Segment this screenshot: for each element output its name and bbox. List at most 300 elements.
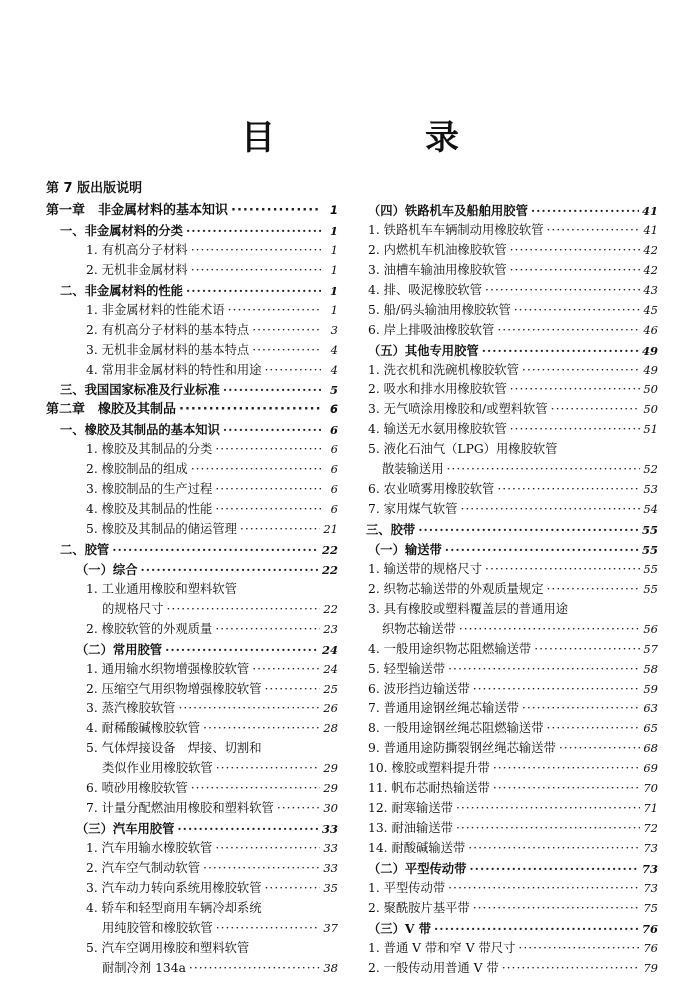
toc-entry[interactable] xyxy=(366,640,658,660)
toc-leader-dots xyxy=(493,779,641,798)
toc-leader-dots xyxy=(502,959,641,978)
toc-page-number: 52 xyxy=(643,462,658,477)
toc-leader-dots xyxy=(216,919,321,938)
toc-page-number: 6 xyxy=(330,442,338,457)
toc-leader-dots xyxy=(473,899,641,918)
toc-leader-dots xyxy=(215,480,321,499)
toc-entry-label: 4. 橡胶及其制品的性能 xyxy=(86,502,213,517)
toc-entry[interactable] xyxy=(46,281,338,301)
toc-entry[interactable] xyxy=(366,221,658,241)
toc-entry-label: 1. 橡胶及其制品的分类 xyxy=(86,442,213,457)
toc-leader-dots xyxy=(485,281,640,300)
toc-leader-dots xyxy=(189,959,320,978)
toc-page-number: 6 xyxy=(330,482,338,497)
toc-leader-dots xyxy=(191,261,321,280)
toc-page-number: 21 xyxy=(323,522,338,536)
toc-page-number: 76 xyxy=(641,921,658,936)
toc-entry[interactable] xyxy=(46,440,338,460)
toc-page-number: 24 xyxy=(323,661,338,676)
toc-leader-dots xyxy=(191,460,321,479)
toc-entry-label: 5. 汽车空调用橡胶和塑料软管 xyxy=(86,940,250,955)
toc-page-number: 55 xyxy=(641,542,658,557)
toc-page-number: 4 xyxy=(330,362,338,377)
toc-page-number: 41 xyxy=(641,204,658,218)
toc-entry-label: 4. 常用非金属材料的特性和用途 xyxy=(86,362,262,377)
toc-page-number: 23 xyxy=(323,621,338,636)
toc-entry-label: 2. 织物芯输送带的外观质量规定 xyxy=(368,581,544,596)
toc-entry-label: 3. 橡胶制品的生产过程 xyxy=(86,482,213,497)
toc-page-number: 29 xyxy=(323,781,338,796)
toc-leader-dots xyxy=(112,540,319,559)
toc-leader-dots xyxy=(518,939,640,958)
toc-entry-label: （一）综合 xyxy=(76,561,138,577)
toc-entry[interactable] xyxy=(46,739,338,759)
toc-page-number: 22 xyxy=(323,601,338,616)
toc-leader-dots xyxy=(191,779,321,798)
toc-leader-dots xyxy=(191,241,321,260)
toc-leader-dots xyxy=(228,301,321,320)
toc-entry-label: 2. 内燃机车机油橡胶软管 xyxy=(368,242,507,257)
toc-entry[interactable] xyxy=(366,520,658,540)
toc-leader-dots xyxy=(186,221,321,240)
toc-leader-dots xyxy=(141,560,319,579)
toc-page-number: 49 xyxy=(643,362,658,377)
toc-entry-label: 2. 橡胶软管的外观质量 xyxy=(86,621,213,636)
toc-leader-dots xyxy=(215,440,321,459)
toc-page-number: 54 xyxy=(643,502,658,517)
toc-entry-label: 5. 液化石油气（LPG）用橡胶软管 xyxy=(368,442,558,457)
toc-entry[interactable] xyxy=(366,959,658,979)
toc-entry-label: 3. 无机非金属材料的基本特点 xyxy=(86,342,250,357)
toc-leader-dots xyxy=(468,839,640,858)
toc-entry[interactable] xyxy=(46,899,338,919)
toc-entry[interactable] xyxy=(366,839,658,859)
toc-entry[interactable] xyxy=(366,341,658,361)
toc-entry[interactable] xyxy=(46,341,338,361)
toc-entry-label: 二、胶管 xyxy=(60,541,110,557)
toc-entry-label: 类似作业用橡胶软管 xyxy=(102,761,213,776)
toc-leader-dots xyxy=(497,321,640,340)
toc-leader-dots xyxy=(473,680,641,699)
toc-page-number: 1 xyxy=(330,242,338,257)
preface-entry[interactable]: 第 7 版出版说明 xyxy=(46,181,143,196)
toc-leader-dots xyxy=(231,201,321,220)
toc-page-number: 55 xyxy=(643,581,658,596)
toc-entry[interactable] xyxy=(366,899,658,919)
toc-leader-dots xyxy=(215,620,320,639)
toc-entry[interactable] xyxy=(46,560,338,580)
toc-entry[interactable] xyxy=(46,879,338,899)
toc-leader-dots xyxy=(510,261,641,280)
toc-entry[interactable] xyxy=(366,660,658,680)
toc-leader-dots xyxy=(497,480,640,499)
toc-page-number: 6 xyxy=(329,402,338,417)
toc-page-number: 1 xyxy=(330,262,338,277)
toc-entry[interactable] xyxy=(46,321,338,341)
toc-entry-label: 2. 汽车空气制动软管 xyxy=(86,860,201,875)
toc-leader-dots xyxy=(252,660,320,679)
toc-entry[interactable] xyxy=(46,759,338,779)
toc-entry-label: （三）汽车用胶管 xyxy=(76,821,175,837)
page-title: 目 录 xyxy=(241,118,517,158)
toc-page-number: 28 xyxy=(323,721,338,736)
toc-leader-dots xyxy=(434,919,639,938)
toc-page-number: 59 xyxy=(643,681,658,696)
toc-entry[interactable] xyxy=(46,819,338,839)
toc-entry-label: （二）平型传动带 xyxy=(368,860,467,876)
toc-entry[interactable] xyxy=(46,939,338,959)
toc-leader-dots xyxy=(240,520,320,539)
toc-entry-label: 2. 橡胶制品的组成 xyxy=(86,462,188,477)
toc-entry-label: 2. 吸水和排水用橡胶软管 xyxy=(368,382,507,397)
toc-entry[interactable] xyxy=(46,400,338,420)
toc-leader-dots xyxy=(203,859,320,878)
toc-entry[interactable] xyxy=(46,201,338,221)
toc-entry[interactable] xyxy=(366,281,658,301)
toc-page-number: 33 xyxy=(321,822,338,837)
toc-entry[interactable] xyxy=(366,739,658,759)
toc-entry[interactable] xyxy=(46,620,338,640)
toc-entry[interactable] xyxy=(46,380,338,400)
toc-entry[interactable] xyxy=(46,919,338,939)
toc-page-number: 57 xyxy=(643,641,658,656)
toc-leader-dots xyxy=(265,680,321,699)
toc-page-number: 37 xyxy=(323,920,338,935)
toc-page-number: 53 xyxy=(643,482,658,497)
toc-page-number: 1 xyxy=(329,223,338,238)
toc-entry[interactable] xyxy=(46,420,338,440)
toc-page-number: 6 xyxy=(329,423,338,438)
toc-leader-dots xyxy=(167,600,321,619)
toc-leader-dots xyxy=(265,361,321,380)
toc-entry-label: 用纯胶管和橡胶软管 xyxy=(102,920,213,935)
toc-entry[interactable] xyxy=(366,819,658,839)
toc-page-number: 56 xyxy=(643,621,658,636)
toc-leader-dots xyxy=(203,719,320,738)
toc-entry-label: 一、非金属材料的分类 xyxy=(60,222,183,238)
toc-page-number: 75 xyxy=(643,900,658,915)
toc-entry[interactable] xyxy=(366,261,658,281)
toc-entry[interactable] xyxy=(46,600,338,620)
toc-page-number: 4 xyxy=(330,342,338,357)
toc-page-number: 63 xyxy=(643,701,658,716)
toc-page-number: 58 xyxy=(643,661,658,676)
toc-entry-label: 第一章 非金属材料的基本知识 xyxy=(46,203,229,218)
toc-entry-label: 13. 耐油输送带 xyxy=(368,821,453,836)
toc-entry-label: 三、胶带 xyxy=(366,522,416,537)
toc-leader-dots xyxy=(178,699,320,718)
toc-entry[interactable] xyxy=(46,660,338,680)
toc-entry-label: 3. 具有橡胶或塑料覆盖层的普通用途 xyxy=(368,601,569,616)
toc-entry-label: 第二章 橡胶及其制品 xyxy=(46,402,177,418)
toc-leader-dots xyxy=(223,420,321,439)
toc-entry[interactable] xyxy=(46,680,338,700)
toc-page-number: 71 xyxy=(643,801,658,816)
toc-entry[interactable] xyxy=(46,221,338,241)
toc-leader-dots xyxy=(215,839,320,858)
toc-page-number: 55 xyxy=(643,561,658,576)
toc-entry[interactable] xyxy=(366,540,658,560)
toc-page-number: 69 xyxy=(643,761,658,776)
toc-leader-dots xyxy=(510,420,641,439)
toc-leader-dots xyxy=(456,819,640,838)
toc-page-number: 73 xyxy=(643,841,658,855)
toc-leader-dots xyxy=(277,799,321,818)
toc-leader-dots xyxy=(493,759,641,778)
toc-page-number: 76 xyxy=(643,940,658,955)
toc-entry[interactable] xyxy=(366,699,658,719)
toc-entry[interactable] xyxy=(366,420,658,440)
toc-leader-dots xyxy=(485,560,640,579)
toc-page-number: 35 xyxy=(323,880,338,895)
toc-page-number: 50 xyxy=(643,382,658,397)
toc-entry[interactable] xyxy=(366,460,658,480)
toc-entry[interactable] xyxy=(46,839,338,859)
toc-entry[interactable] xyxy=(366,301,658,321)
toc-leader-dots xyxy=(534,640,640,659)
toc-entry[interactable] xyxy=(366,560,658,580)
toc-entry-label: 4. 输送无水氨用橡胶软管 xyxy=(368,422,507,437)
toc-entry-label: （三）V 带 xyxy=(368,920,432,936)
toc-entry-label: 2. 有机高分子材料的基本特点 xyxy=(86,322,250,337)
toc-page-number: 25 xyxy=(323,681,338,696)
toc-entry[interactable] xyxy=(366,500,658,520)
toc-entry-label: 1. 通用输水织物增强橡胶软管 xyxy=(86,661,250,676)
toc-entry[interactable] xyxy=(46,480,338,500)
toc-leader-dots xyxy=(547,580,641,599)
toc-entry[interactable] xyxy=(46,301,338,321)
toc-entry[interactable] xyxy=(366,600,658,620)
toc-page-number: 46 xyxy=(643,322,658,337)
toc-entry-label: 3. 汽车动力转向系统用橡胶软管 xyxy=(86,880,262,895)
toc-entry-label: 4. 耐稀酸碱橡胶软管 xyxy=(86,721,201,736)
toc-leader-dots xyxy=(216,759,321,778)
toc-entry[interactable] xyxy=(46,540,338,560)
toc-entry[interactable] xyxy=(366,620,658,640)
toc-entry-label: 5. 橡胶及其制品的储运管理 xyxy=(86,522,237,536)
toc-entry-label: 1. 汽车用输水橡胶软管 xyxy=(86,841,213,855)
toc-entry[interactable] xyxy=(366,719,658,739)
toc-entry-label: （一）输送带 xyxy=(368,541,442,557)
toc-leader-dots xyxy=(223,380,321,399)
toc-leader-dots xyxy=(547,221,641,240)
toc-entry-label: 6. 喷砂用橡胶软管 xyxy=(86,781,188,796)
toc-entry-label: 1. 输送带的规格尺寸 xyxy=(368,561,483,576)
toc-entry[interactable] xyxy=(366,440,658,460)
toc-leader-dots xyxy=(522,361,640,380)
toc-entry-label: 11. 帆布芯耐热输送带 xyxy=(368,781,490,796)
toc-leader-dots xyxy=(165,640,319,659)
toc-entry-label: 三、我国国家标准及行业标准 xyxy=(60,382,220,398)
toc-leader-dots xyxy=(547,719,641,738)
toc-page-number: 42 xyxy=(643,262,658,277)
toc-entry-label: 2. 无机非金属材料 xyxy=(86,262,188,277)
toc-page-number: 72 xyxy=(643,821,658,836)
toc-entry[interactable] xyxy=(366,799,658,819)
toc-entry-label: 耐制冷剂 134a xyxy=(102,960,186,975)
toc-leader-dots xyxy=(460,500,640,519)
toc-page-number: 73 xyxy=(643,880,658,895)
toc-page-number: 68 xyxy=(643,741,658,756)
toc-page-number: 79 xyxy=(643,960,658,975)
toc-entry[interactable] xyxy=(366,380,658,400)
toc-entry[interactable] xyxy=(366,919,658,939)
toc-entry[interactable] xyxy=(46,779,338,799)
toc-entry[interactable] xyxy=(366,580,658,600)
toc-page-number: 33 xyxy=(323,841,338,855)
toc-entry[interactable] xyxy=(46,241,338,261)
toc-leader-dots xyxy=(252,321,321,340)
toc-page-number: 45 xyxy=(643,302,658,317)
toc-leader-dots xyxy=(177,819,319,838)
toc-entry-label: 1. 洗衣机和洗碗机橡胶软管 xyxy=(368,362,519,377)
toc-leader-dots xyxy=(448,879,640,898)
toc-entry-label: 织物芯输送带 xyxy=(382,621,456,636)
toc-page-number: 65 xyxy=(643,721,658,736)
toc-entry[interactable] xyxy=(46,959,338,979)
toc-page-number: 26 xyxy=(323,701,338,716)
toc-entry[interactable] xyxy=(46,520,338,540)
toc-entry[interactable] xyxy=(46,261,338,281)
toc-entry-label: （五）其他专用胶管 xyxy=(368,342,479,358)
toc-page-number: 6 xyxy=(330,462,338,477)
toc-entry-label: （二）常用胶管 xyxy=(76,641,163,657)
toc-page-number: 22 xyxy=(321,562,338,577)
toc-page-number: 6 xyxy=(330,502,338,517)
toc-leader-dots xyxy=(559,739,641,758)
toc-entry-label: 9. 普通用途防撕裂钢丝绳芯输送带 xyxy=(368,741,556,756)
toc-page-number: 73 xyxy=(641,861,658,876)
toc-entry[interactable] xyxy=(366,939,658,959)
toc-entry[interactable] xyxy=(46,699,338,719)
toc-entry-label: 3. 无气喷涂用橡胶和/或塑料软管 xyxy=(368,402,548,417)
toc-leader-dots xyxy=(265,879,321,898)
toc-entry[interactable] xyxy=(366,241,658,261)
toc-leader-dots xyxy=(510,241,641,260)
toc-page-number: 50 xyxy=(643,402,658,417)
toc-leader-dots xyxy=(469,859,639,878)
toc-entry[interactable] xyxy=(46,580,338,600)
toc-leader-dots xyxy=(456,799,640,818)
toc-entry[interactable] xyxy=(366,361,658,381)
toc-leader-dots xyxy=(514,301,641,320)
toc-entry-label: 7. 家用煤气软管 xyxy=(368,502,458,517)
toc-page-number: 38 xyxy=(323,960,338,975)
toc-leader-dots xyxy=(551,400,641,419)
toc-entry-label: 3. 油槽车输油用橡胶软管 xyxy=(368,262,507,277)
toc-leader-dots xyxy=(215,500,321,519)
toc-entry[interactable] xyxy=(366,759,658,779)
toc-page-number: 1 xyxy=(329,203,338,217)
toc-entry-label: 1. 非金属材料的性能术语 xyxy=(86,302,225,317)
toc-entry[interactable] xyxy=(46,500,338,520)
toc-leader-dots xyxy=(522,699,640,718)
toc-entry[interactable] xyxy=(46,361,338,381)
toc-entry[interactable] xyxy=(366,400,658,420)
toc-entry-label: 散装输送用 xyxy=(382,462,444,477)
toc-entry[interactable] xyxy=(366,879,658,899)
toc-entry[interactable] xyxy=(46,799,338,819)
toc-entry-label: 14. 耐酸碱输送带 xyxy=(368,841,466,855)
toc-entry-label: 1. 有机高分子材料 xyxy=(86,242,188,257)
toc-entry-label: 7. 普通用途钢丝绳芯输送带 xyxy=(368,701,519,716)
toc-page-number: 1 xyxy=(329,283,338,298)
toc-entry-label: 5. 轻型输送带 xyxy=(368,661,446,676)
toc-entry-label: 1. 铁路机车车辆制动用橡胶软管 xyxy=(368,222,544,237)
toc-entry-label: 10. 橡胶或塑料提升带 xyxy=(368,761,490,776)
toc-entry[interactable] xyxy=(366,680,658,700)
toc-entry-label: 4. 一般用途织物芯阻燃输送带 xyxy=(368,641,532,656)
toc-entry-label: 2. 一般传动用普通 V 带 xyxy=(368,960,499,975)
toc-left-column xyxy=(46,201,338,979)
toc-page-number: 43 xyxy=(643,282,658,297)
toc-entry-label: 5. 船/码头输油用橡胶软管 xyxy=(368,302,511,317)
toc-leader-dots xyxy=(459,620,641,639)
toc-entry-label: 5. 气体焊接设备 焊接、切割和 xyxy=(86,741,262,756)
toc-leader-dots xyxy=(179,400,321,419)
toc-page-number: 1 xyxy=(330,302,338,317)
toc-entry-label: （四）铁路机车及船舶用胶管 xyxy=(368,203,528,218)
toc-entry[interactable] xyxy=(366,779,658,799)
toc-leader-dots xyxy=(447,460,641,479)
toc-entry-label: 12. 耐寒输送带 xyxy=(368,801,453,816)
toc-leader-dots xyxy=(445,540,639,559)
toc-entry-label: 7. 计量分配燃油用橡胶和塑料软管 xyxy=(86,801,274,816)
toc-page-number: 41 xyxy=(643,222,658,237)
toc-entry-label: 6. 农业喷雾用橡胶软管 xyxy=(368,482,495,497)
toc-entry-label: 2. 压缩空气用织物增强橡胶软管 xyxy=(86,681,262,696)
toc-page-number: 55 xyxy=(641,523,658,537)
toc-entry-label: 8. 一般用途钢丝绳芯阻燃输送带 xyxy=(368,721,544,736)
toc-entry-label: 4. 轿车和轻型商用车辆冷却系统 xyxy=(86,900,262,915)
toc-leader-dots xyxy=(482,341,639,360)
toc-entry-label: 1. 普通 V 带和窄 V 带尺寸 xyxy=(368,940,516,955)
toc-leader-dots xyxy=(186,281,321,300)
toc-entry-label: 二、非金属材料的性能 xyxy=(60,282,183,298)
toc-page-number: 42 xyxy=(643,242,658,257)
toc-entry[interactable] xyxy=(366,201,658,221)
toc-entry[interactable] xyxy=(366,321,658,341)
toc-page-number: 5 xyxy=(329,383,338,398)
toc-page-number: 33 xyxy=(323,860,338,875)
toc-page-number: 22 xyxy=(321,542,338,557)
toc-entry-label: 2. 聚酰胺片基平带 xyxy=(368,900,470,915)
toc-entry[interactable] xyxy=(46,719,338,739)
toc-page-number: 49 xyxy=(641,343,658,358)
toc-entry-label: 3. 蒸汽橡胶软管 xyxy=(86,701,176,716)
toc-entry-label: 1. 工业通用橡胶和塑料软管 xyxy=(86,581,237,596)
toc-page-number: 51 xyxy=(643,422,658,437)
toc-page-number: 70 xyxy=(643,781,658,796)
toc-page-number: 3 xyxy=(330,322,338,337)
toc-page-number: 30 xyxy=(323,801,338,816)
toc-page-number: 29 xyxy=(323,761,338,776)
toc-entry-label: 6. 岸上排吸油橡胶软管 xyxy=(368,322,495,337)
toc-leader-dots xyxy=(252,341,321,360)
toc-entry-label: 1. 平型传动带 xyxy=(368,880,446,895)
toc-entry[interactable] xyxy=(46,460,338,480)
toc-leader-dots xyxy=(448,660,640,679)
toc-entry-label: 的规格尺寸 xyxy=(102,601,164,616)
toc-entry-label: 6. 波形挡边输送带 xyxy=(368,681,470,696)
toc-entry[interactable] xyxy=(46,859,338,879)
toc-entry[interactable] xyxy=(366,480,658,500)
toc-entry[interactable] xyxy=(46,640,338,660)
toc-right-column xyxy=(366,201,658,979)
toc-entry-label: 一、橡胶及其制品的基本知识 xyxy=(60,422,220,438)
toc-entry[interactable] xyxy=(366,859,658,879)
toc-leader-dots xyxy=(531,201,639,220)
